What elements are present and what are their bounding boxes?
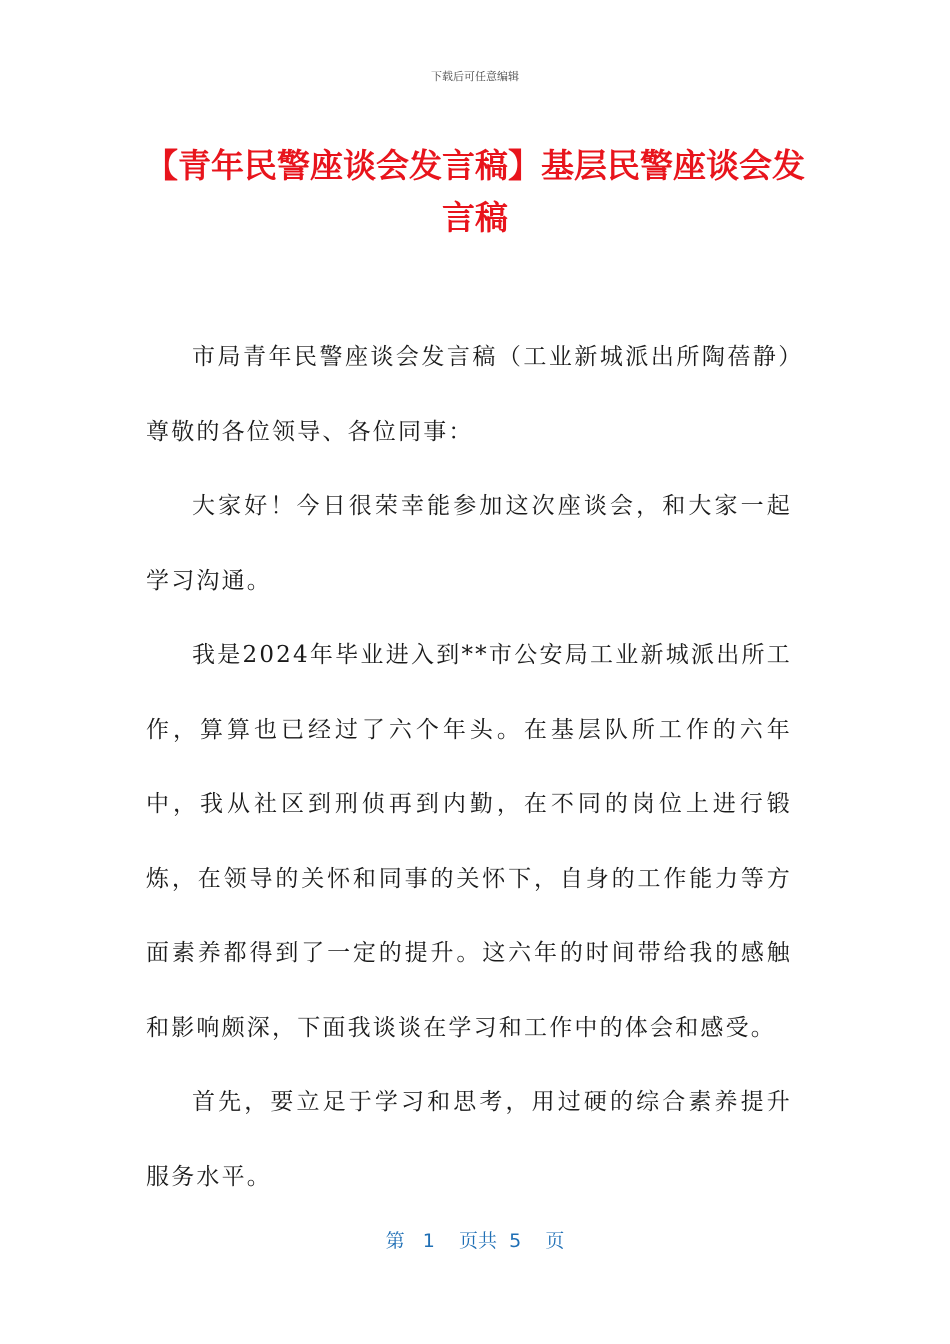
page-footer: [0, 1226, 950, 1253]
total-pages-number: 5: [509, 1230, 522, 1252]
document-title: 【青年民警座谈会发言稿】基层民警座谈会发言稿: [145, 146, 805, 237]
paragraph: 大家好！今日很荣幸能参加这次座谈会，和大家一起学习沟通。: [146, 493, 792, 594]
paragraph: 我是2024年毕业进入到**市公安局工业新城派出所工作，算算也已经过了六个年头。在基层队所工作的六年中，我从社区到刑侦再到内勤，在不同的岗位上进行锻炼，在领导的关怀和同事的关怀下，自身的工作能力等方面素养都得到了一定的提升。这六年的时间带给我的感触和影响颇深，下面我谈谈在学习和工作中的体会和感受。: [146, 642, 792, 1041]
paragraph: 市局青年民警座谈会发言稿（工业新城派出所陶蓓静）尊敬的各位领导、各位同事：: [146, 344, 792, 445]
page-label-suffix: 页: [545, 1230, 565, 1252]
current-page-number: 1: [422, 1230, 435, 1252]
document-body: [146, 320, 792, 1214]
page-label-prefix: 第: [385, 1230, 405, 1252]
paragraph: 首先，要立足于学习和思考，用过硬的综合素养提升服务水平。: [146, 1089, 792, 1190]
header-note: 下载后可任意编辑: [431, 70, 519, 83]
page-label-middle: 页共: [459, 1230, 498, 1252]
